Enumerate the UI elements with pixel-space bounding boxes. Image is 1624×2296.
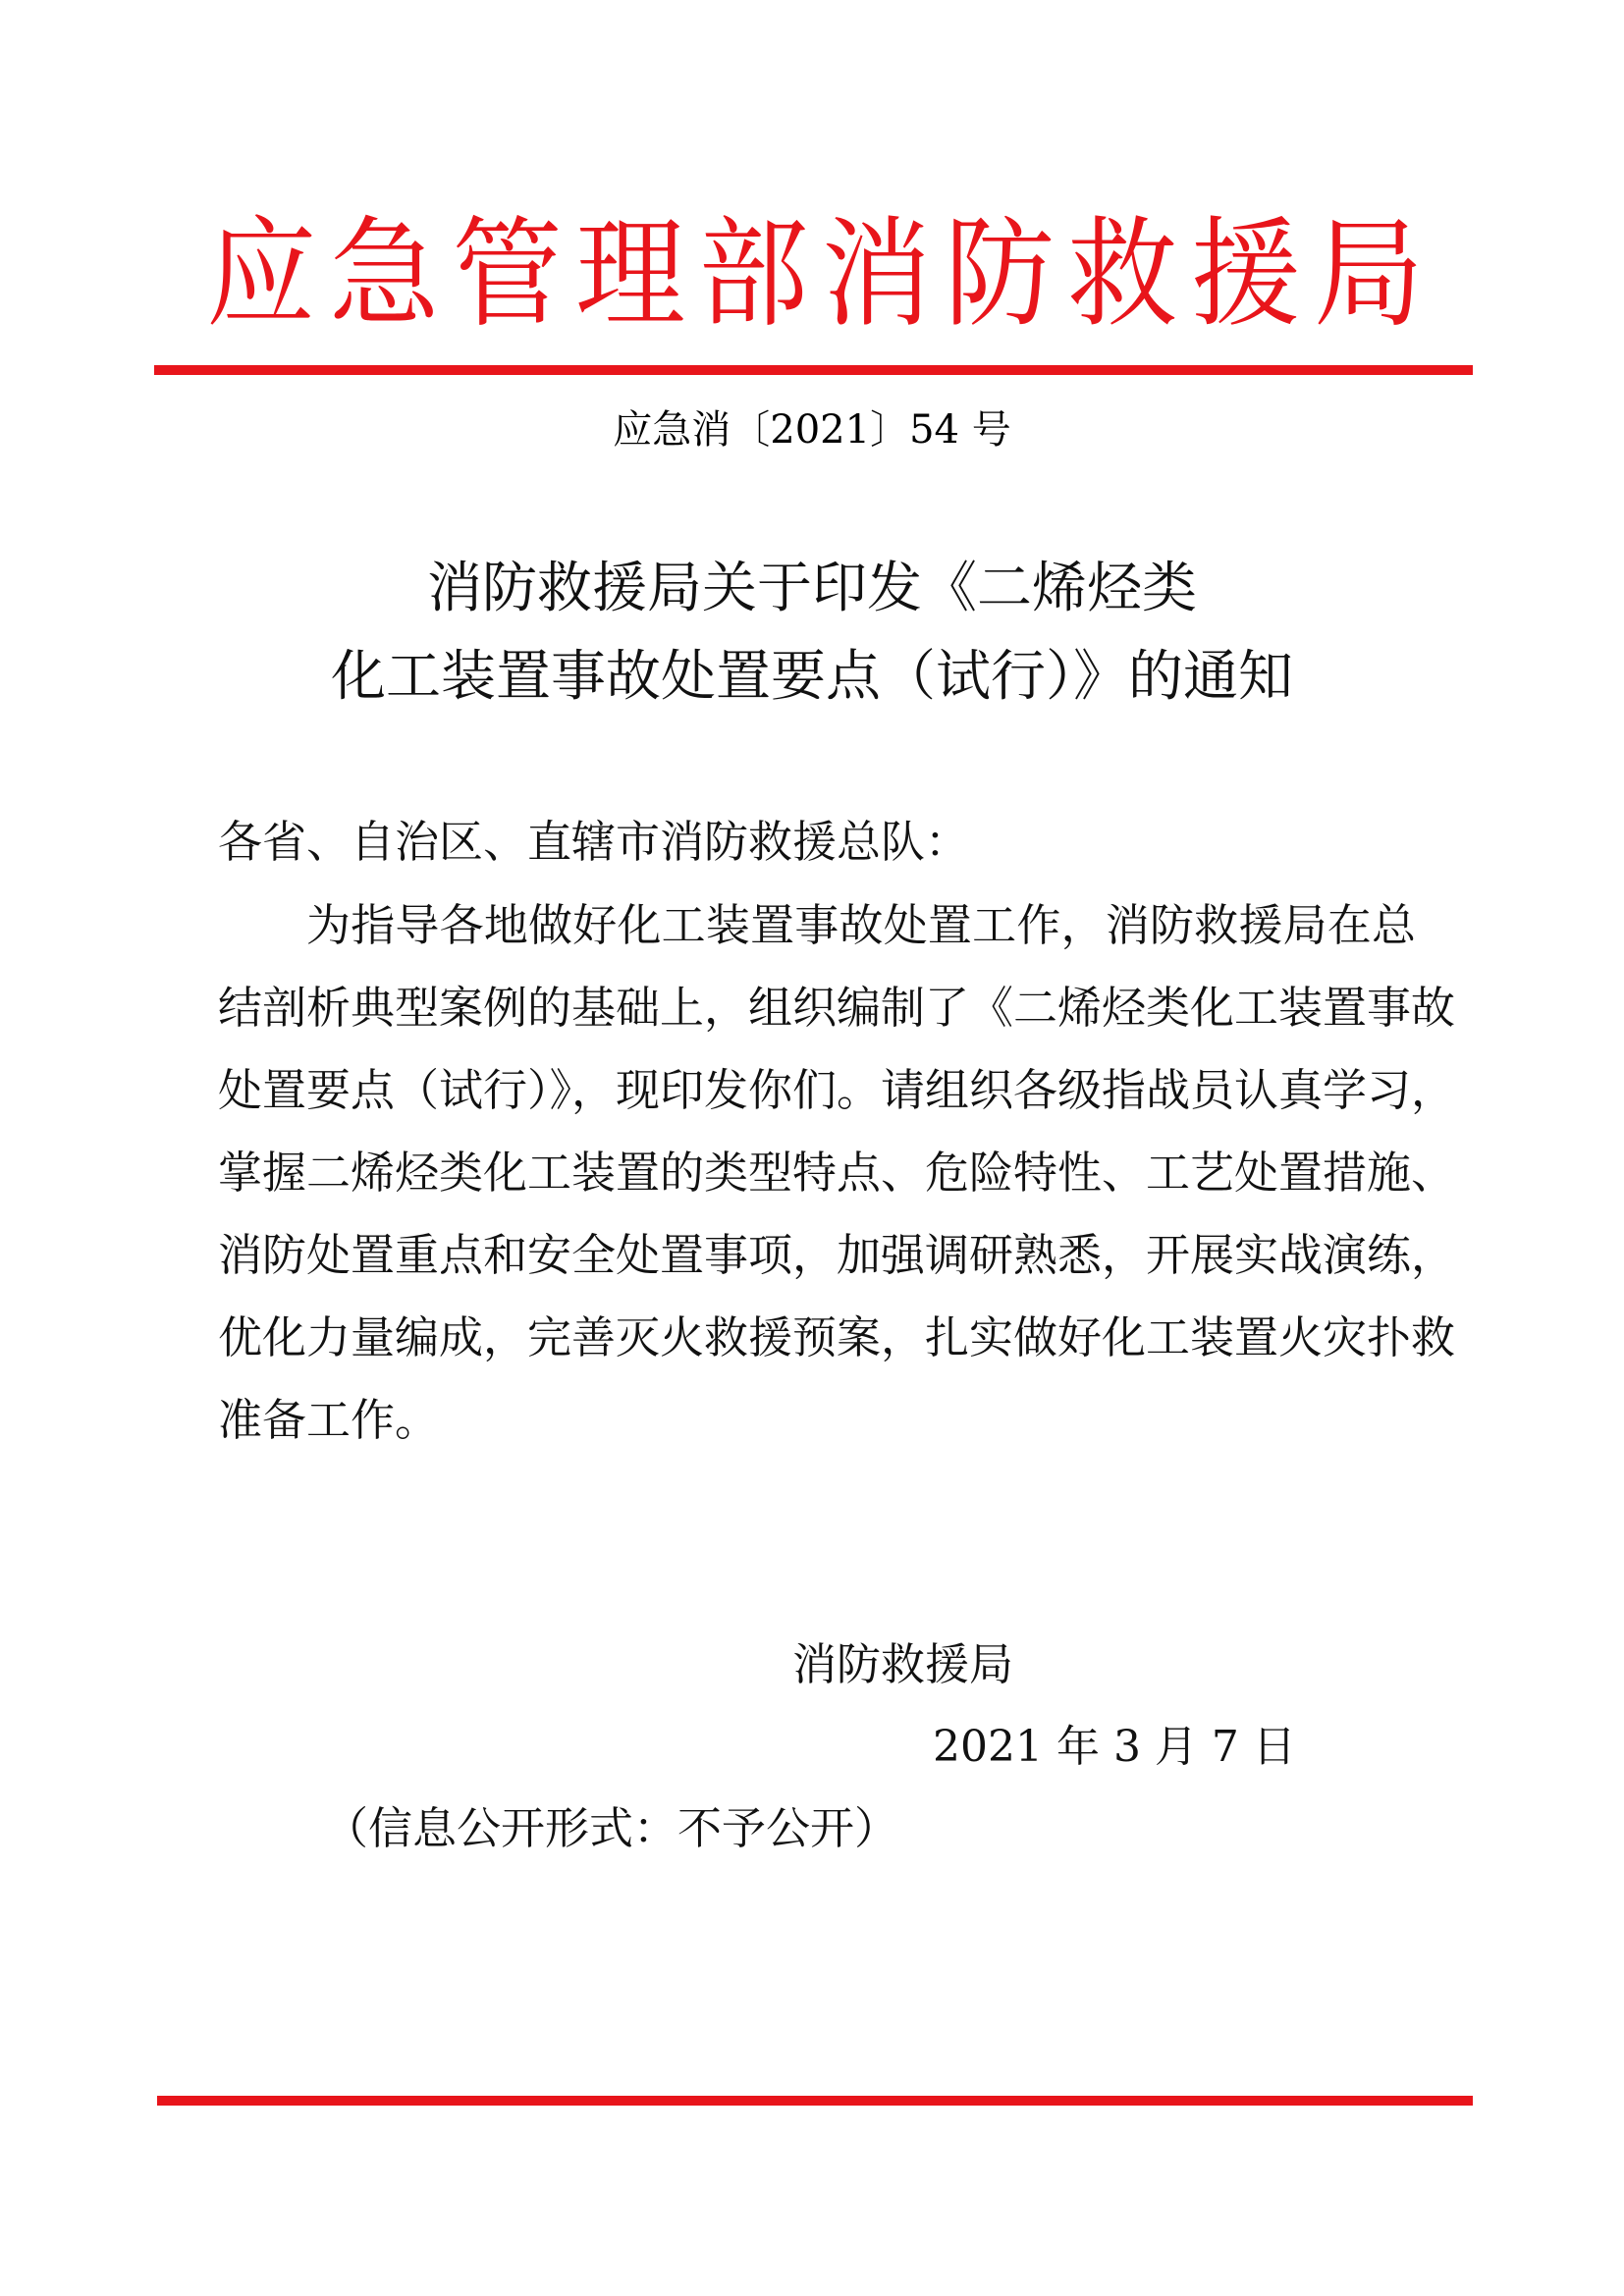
addressee: 各省、自治区、直辖市消防救援总队： — [218, 816, 970, 868]
top-red-rule — [154, 365, 1473, 375]
title-line-1: 消防救援局关于印发《二烯烃类 — [427, 557, 1197, 620]
masthead-char: 援 — [1190, 205, 1301, 345]
body-line: 为指导各地做好化工装置事故处置工作，消防救援局在总 — [306, 899, 1416, 951]
document-number: 应急消〔2021〕54 号 — [613, 407, 1011, 453]
body-line: 处置要点（试行）》，现印发你们。请组织各级指战员认真学习， — [218, 1064, 1456, 1116]
masthead-char: 局 — [1313, 205, 1424, 345]
body-line: 消防处置重点和安全处置事项，加强调研熟悉，开展实战演练， — [218, 1229, 1456, 1281]
body-line: 掌握二烯烃类化工装置的类型特点、危险特性、工艺处置措施、 — [218, 1147, 1456, 1199]
masthead-char: 急 — [329, 205, 440, 345]
masthead-char: 防 — [944, 205, 1055, 345]
masthead-char: 消 — [821, 205, 932, 345]
masthead-char: 理 — [574, 205, 685, 345]
document-title — [0, 545, 1624, 721]
body-line: 优化力量编成，完善灭火救援预案，扎实做好化工装置火灾扑救 — [218, 1311, 1456, 1363]
body-line: 准备工作。 — [218, 1394, 440, 1446]
masthead-title — [206, 201, 1424, 348]
disclosure-notice: （信息公开形式：不予公开） — [324, 1802, 899, 1854]
masthead-char: 管 — [452, 205, 563, 345]
masthead-char: 应 — [206, 205, 316, 345]
masthead-char: 部 — [698, 205, 809, 345]
body-line: 结剖析典型案例的基础上，组织编制了《二烯烃类化工装置事故 — [218, 982, 1456, 1034]
title-line-2: 化工装置事故处置要点（试行）》的通知 — [331, 645, 1293, 709]
masthead-char: 救 — [1067, 205, 1178, 345]
issue-date: 2021 年 3 月 7 日 — [933, 1722, 1296, 1772]
signature-issuer: 消防救援局 — [792, 1638, 1014, 1690]
bottom-red-rule — [157, 2096, 1473, 2106]
